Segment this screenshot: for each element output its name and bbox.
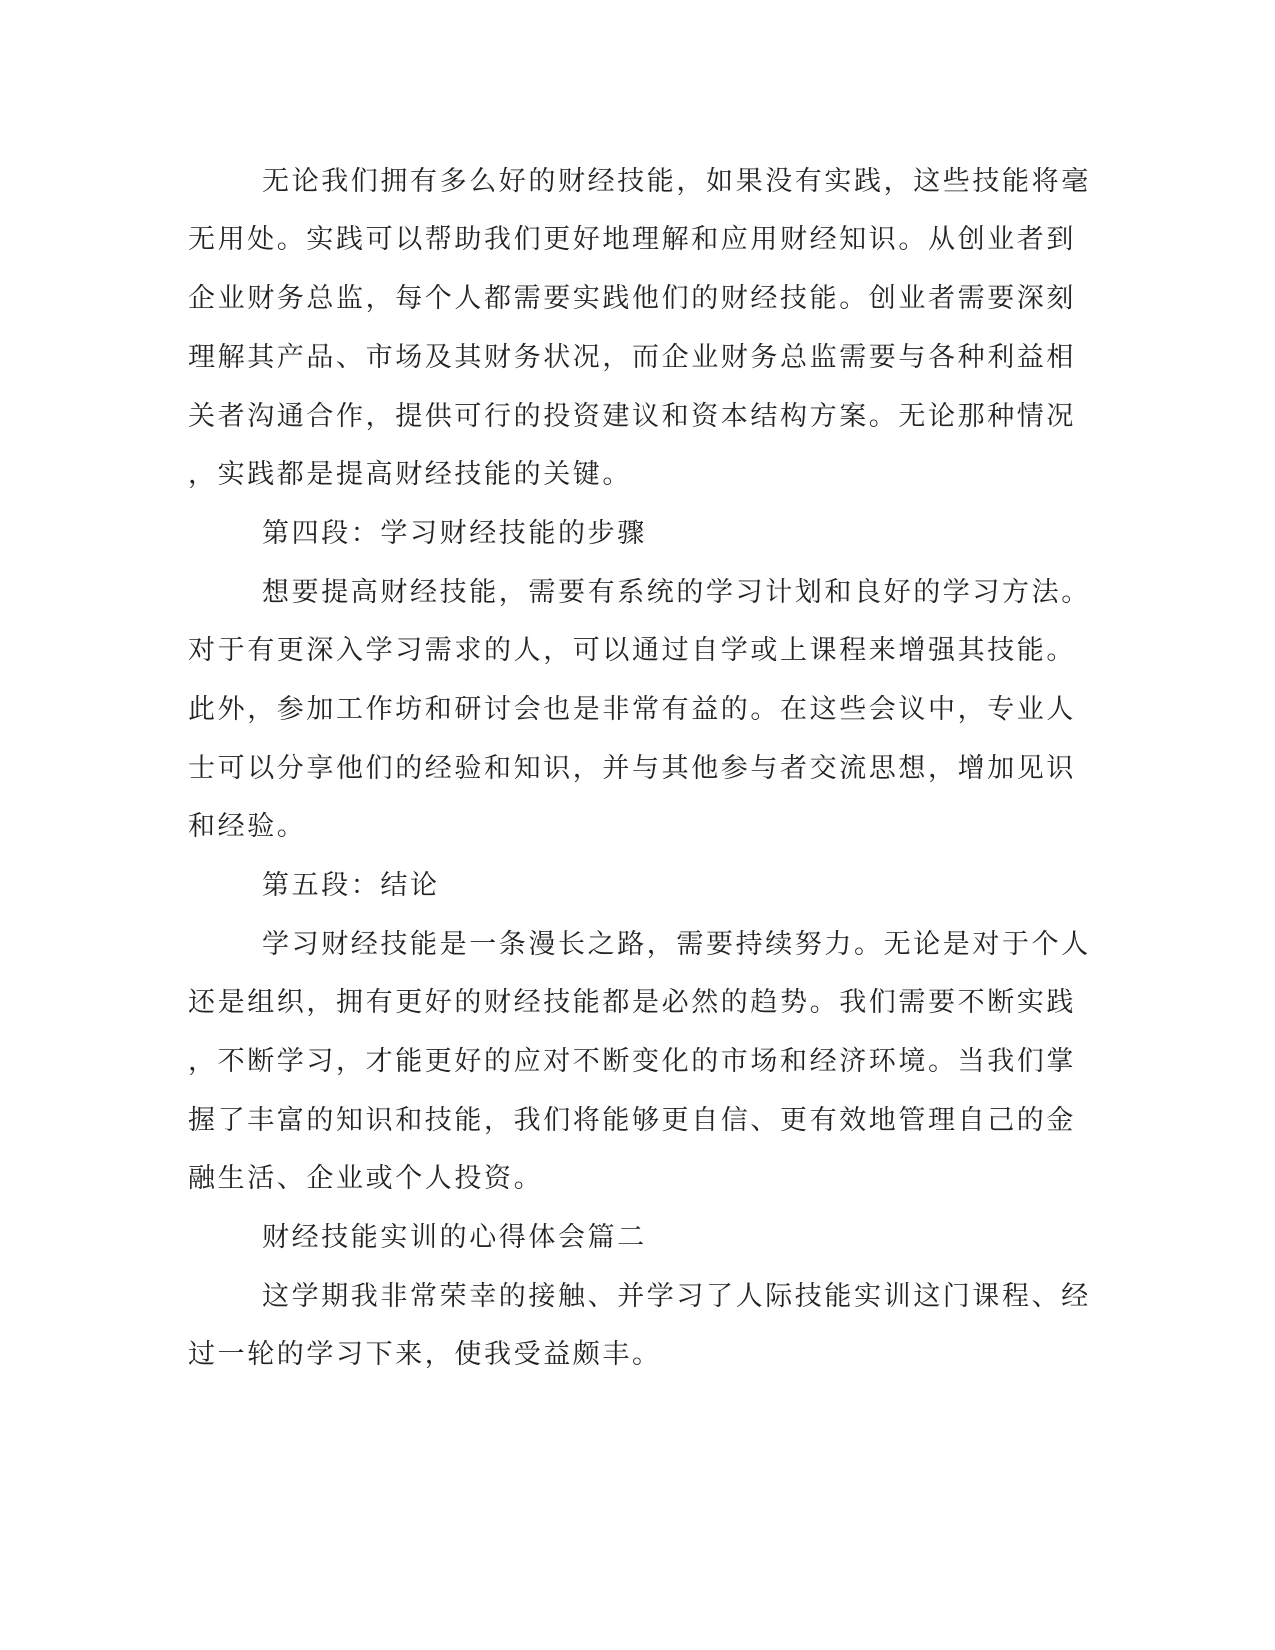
section-heading: 财经技能实训的心得体会篇二 (262, 1222, 647, 1253)
text-line: 无用处。实践可以帮助我们更好地理解和应用财经知识。从创业者到 (188, 224, 1076, 255)
section-heading: 第五段：结论 (262, 870, 440, 901)
text-line: 想要提高财经技能，需要有系统的学习计划和良好的学习方法。 (262, 577, 1091, 608)
text-line: 理解其产品、市场及其财务状况，而企业财务总监需要与各种利益相 (188, 342, 1076, 373)
text-line: 这学期我非常荣幸的接触、并学习了人际技能实训这门课程、经 (262, 1281, 1091, 1312)
section-heading: 第四段：学习财经技能的步骤 (262, 518, 647, 549)
text-line: 对于有更深入学习需求的人，可以通过自学或上课程来增强其技能。 (188, 635, 1076, 666)
text-line: 关者沟通合作，提供可行的投资建议和资本结构方案。无论那种情况 (188, 401, 1076, 432)
text-line: 融生活、企业或个人投资。 (188, 1163, 544, 1194)
text-line: 无论我们拥有多么好的财经技能，如果没有实践，这些技能将毫 (262, 166, 1091, 197)
text-line: 握了丰富的知识和技能，我们将能够更自信、更有效地管理自己的金 (188, 1105, 1076, 1136)
text-line: 学习财经技能是一条漫长之路，需要持续努力。无论是对于个人 (262, 929, 1091, 960)
text-line: 过一轮的学习下来，使我受益颇丰。 (188, 1339, 662, 1370)
text-line: 还是组织，拥有更好的财经技能都是必然的趋势。我们需要不断实践 (188, 987, 1076, 1018)
text-line: 和经验。 (188, 811, 307, 842)
text-line: ，实践都是提高财经技能的关键。 (188, 459, 632, 490)
text-line: 此外，参加工作坊和研讨会也是非常有益的。在这些会议中，专业人 (188, 694, 1076, 725)
text-line: ，不断学习，才能更好的应对不断变化的市场和经济环境。当我们掌 (188, 1046, 1076, 1077)
text-line: 士可以分享他们的经验和知识，并与其他参与者交流思想，增加见识 (188, 753, 1076, 784)
text-line: 企业财务总监，每个人都需要实践他们的财经技能。创业者需要深刻 (188, 283, 1076, 314)
